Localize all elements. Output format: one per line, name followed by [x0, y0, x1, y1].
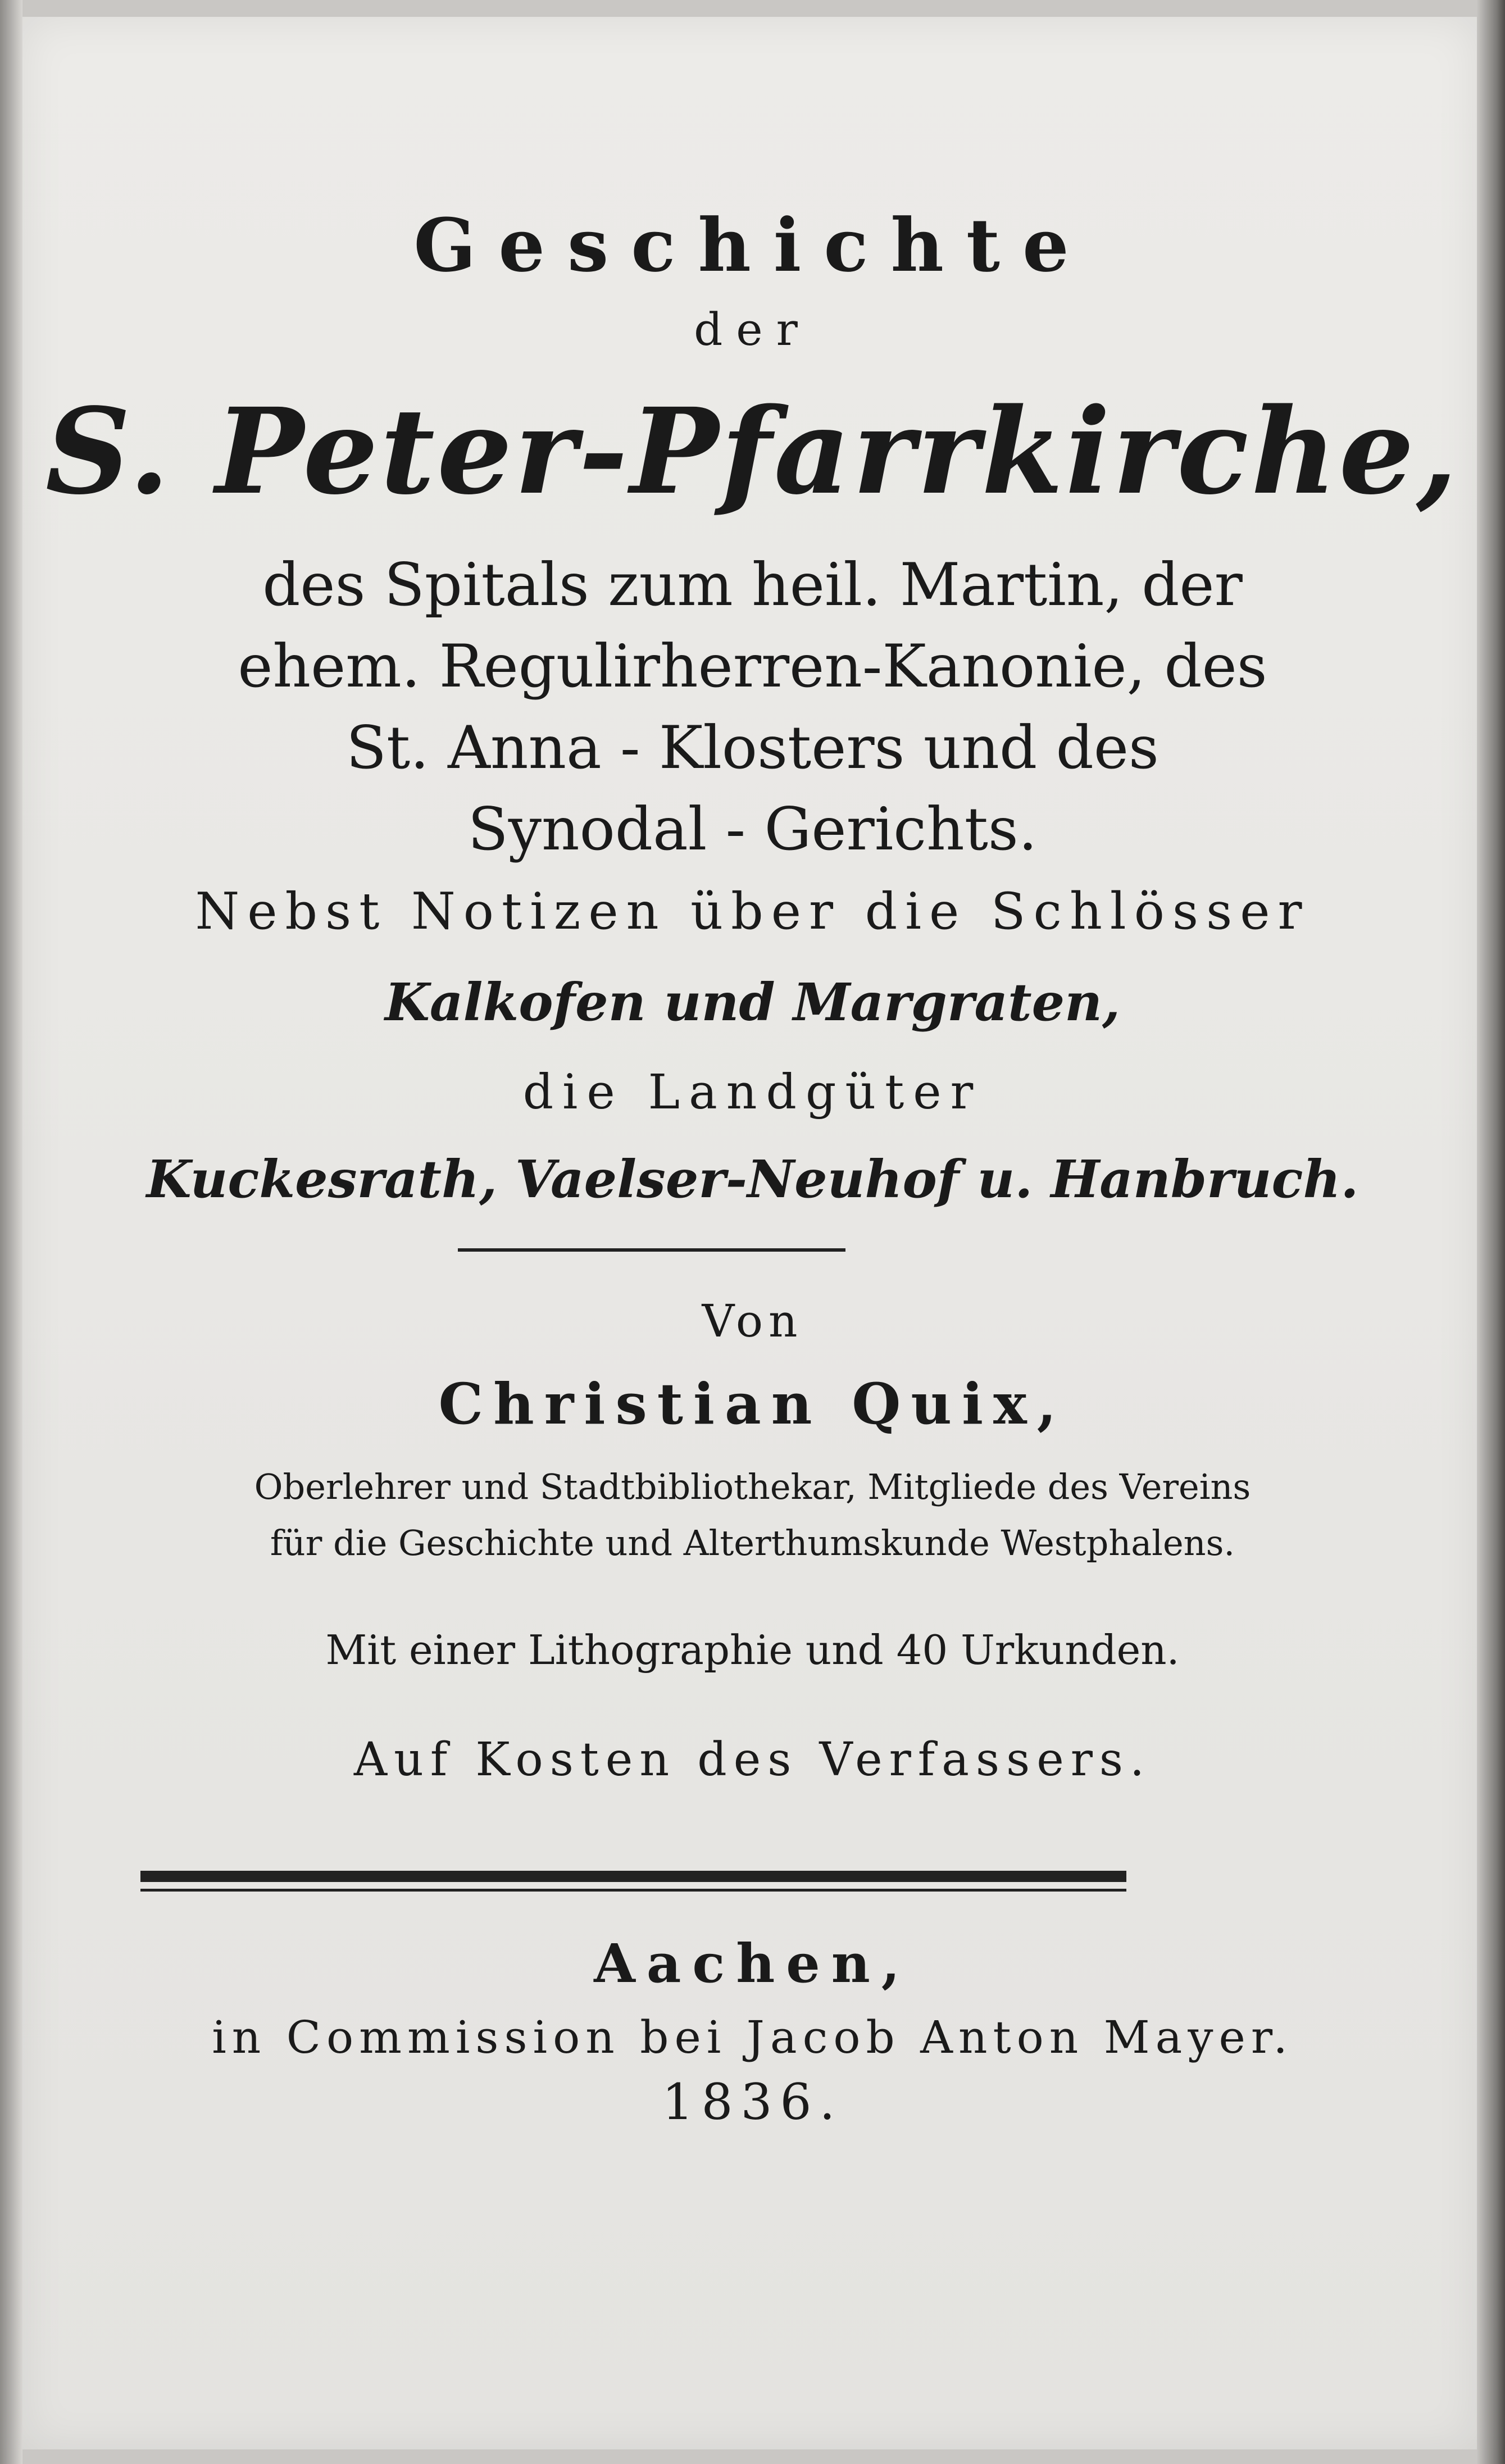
- landgueter-intro: die Landgüter: [522, 1065, 983, 1120]
- author-affiliation: für die Geschichte und Alterthumskunde Westphalens.: [270, 1522, 1235, 1563]
- subtitle-line: ehem. Regulirherren-Kanonie, des: [238, 632, 1267, 701]
- author-affiliation: Oberlehrer und Stadtbibliothekar, Mitgliede des Vereins: [254, 1466, 1251, 1507]
- double-rule-thick: [140, 1871, 1126, 1882]
- by-line: Von: [702, 1295, 803, 1347]
- subtitle-line: St. Anna - Klosters und des: [346, 713, 1159, 782]
- main-title: S. Peter-Pfarrkirche,: [45, 382, 1460, 521]
- subtitle-line: des Spitals zum heil. Martin, der: [262, 551, 1243, 619]
- subtitle-line: Synodal - Gerichts.: [467, 795, 1038, 863]
- heading-der: der: [694, 303, 811, 356]
- nebst-line: Nebst Notizen über die Schlösser: [195, 882, 1310, 941]
- publication-cost-note: Auf Kosten des Verfassers.: [353, 1733, 1152, 1786]
- publisher: in Commission bei Jacob Anton Mayer.: [212, 2011, 1293, 2063]
- heading: Geschichte: [413, 202, 1092, 288]
- publication-year: 1836.: [662, 2073, 843, 2131]
- divider-rule: [458, 1248, 845, 1252]
- double-rule-thin: [140, 1889, 1126, 1892]
- publication-place: Aachen,: [594, 1933, 911, 1995]
- schloesser-names: Kalkofen und Margraten,: [384, 972, 1121, 1033]
- author-name: Christian Quix,: [438, 1371, 1067, 1437]
- lithographie-note: Mit einer Lithographie und 40 Urkunden.: [325, 1626, 1180, 1674]
- landgueter-names: Kuckesrath, Vaelser-Neuhof u. Hanbruch.: [146, 1149, 1359, 1210]
